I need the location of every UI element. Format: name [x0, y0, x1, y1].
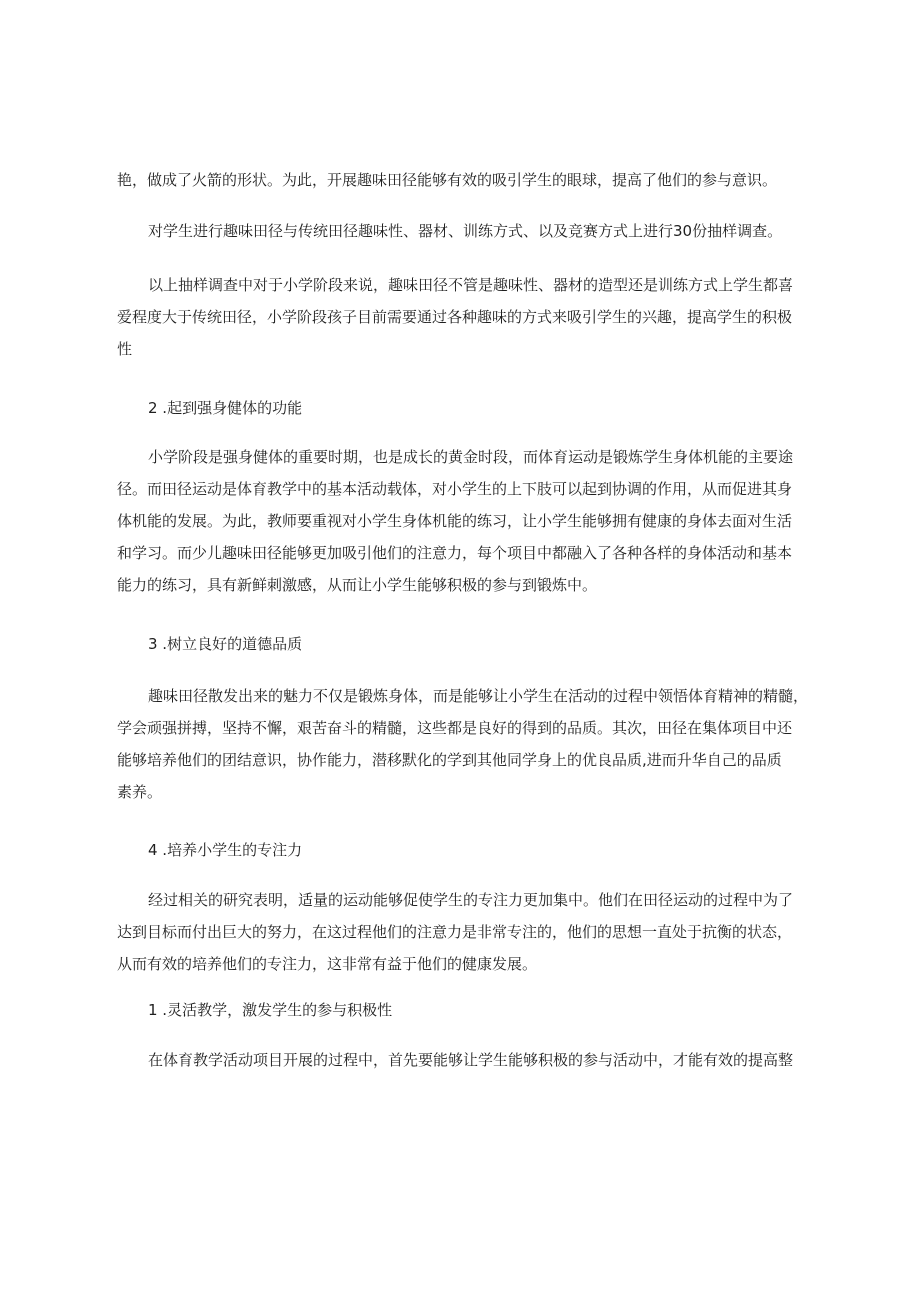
- paragraph-line: 对学生进行趣味田径与传统田径趣味性、器材、训练方式、以及竞赛方式上进行30份抽样调查。: [148, 222, 783, 240]
- paragraph-line: 性: [117, 340, 133, 358]
- paragraph-line: 达到目标而付出巨大的努力，在这过程他们的注意力是非常专注的，他们的思想一直处于抗衡的状态，: [117, 923, 793, 941]
- section-heading: 1 .灵活教学，激发学生的参与积极性: [148, 1001, 393, 1019]
- paragraph-line: 径。而田径运动是体育教学中的基本活动载体，对小学生的上下肢可以起到协调的作用，从而促进其身: [117, 480, 793, 498]
- section-heading: 2 .起到强身健体的功能: [148, 399, 303, 417]
- paragraph-line: 体机能的发展。为此，教师要重视对小学生身体机能的练习，让小学生能够拥有健康的身体去面对生活: [117, 512, 793, 530]
- paragraph-line: 趣味田径散发出来的魅力不仅是锻炼身体，而是能够让小学生在活动的过程中领悟体育精神的精髓，: [148, 687, 809, 705]
- paragraph-line: 经过相关的研究表明，适量的运动能够促使学生的专注力更加集中。他们在田径运动的过程中为了: [148, 891, 794, 909]
- paragraph-line: 从而有效的培养他们的专注力，这非常有益于他们的健康发展。: [117, 955, 538, 973]
- paragraph-line: 以上抽样调查中对于小学阶段来说，趣味田径不管是趣味性、器材的造型还是训练方式上学生都喜: [148, 276, 794, 294]
- paragraph-line: 艳，做成了火箭的形状。为此，开展趣味田径能够有效的吸引学生的眼球，提高了他们的参与意识。: [117, 171, 778, 189]
- paragraph-line: 和学习。而少儿趣味田径能够更加吸引他们的注意力，每个项目中都融入了各种各样的身体活动和基本: [117, 544, 793, 562]
- paragraph-line: 学会顽强拼搏，坚持不懈，艰苦奋斗的精髓，这些都是良好的得到的品质。其次，田径在集体项目中还: [117, 719, 793, 737]
- paragraph-line: 爱程度大于传统田径，小学阶段孩子目前需要通过各种趣味的方式来吸引学生的兴趣，提高学生的积极: [117, 308, 793, 326]
- paragraph-line: 能够培养他们的团结意识，协作能力，潜移默化的学到其他同学身上的优良品质,进而升华自己的品质: [117, 751, 782, 769]
- paragraph-line: 小学阶段是强身健体的重要时期，也是成长的黄金时段，而体育运动是锻炼学生身体机能的主要途: [148, 448, 794, 466]
- paragraph-line: 素养。: [117, 783, 163, 801]
- paragraph-line: 在体育教学活动项目开展的过程中，首先要能够让学生能够积极的参与活动中，才能有效的提高整: [148, 1051, 794, 1069]
- section-heading: 4 .培养小学生的专注力: [148, 841, 303, 859]
- section-heading: 3 .树立良好的道德品质: [148, 635, 303, 653]
- paragraph-line: 能力的练习，具有新鲜刺激感，从而让小学生能够积极的参与到锻炼中。: [117, 576, 598, 594]
